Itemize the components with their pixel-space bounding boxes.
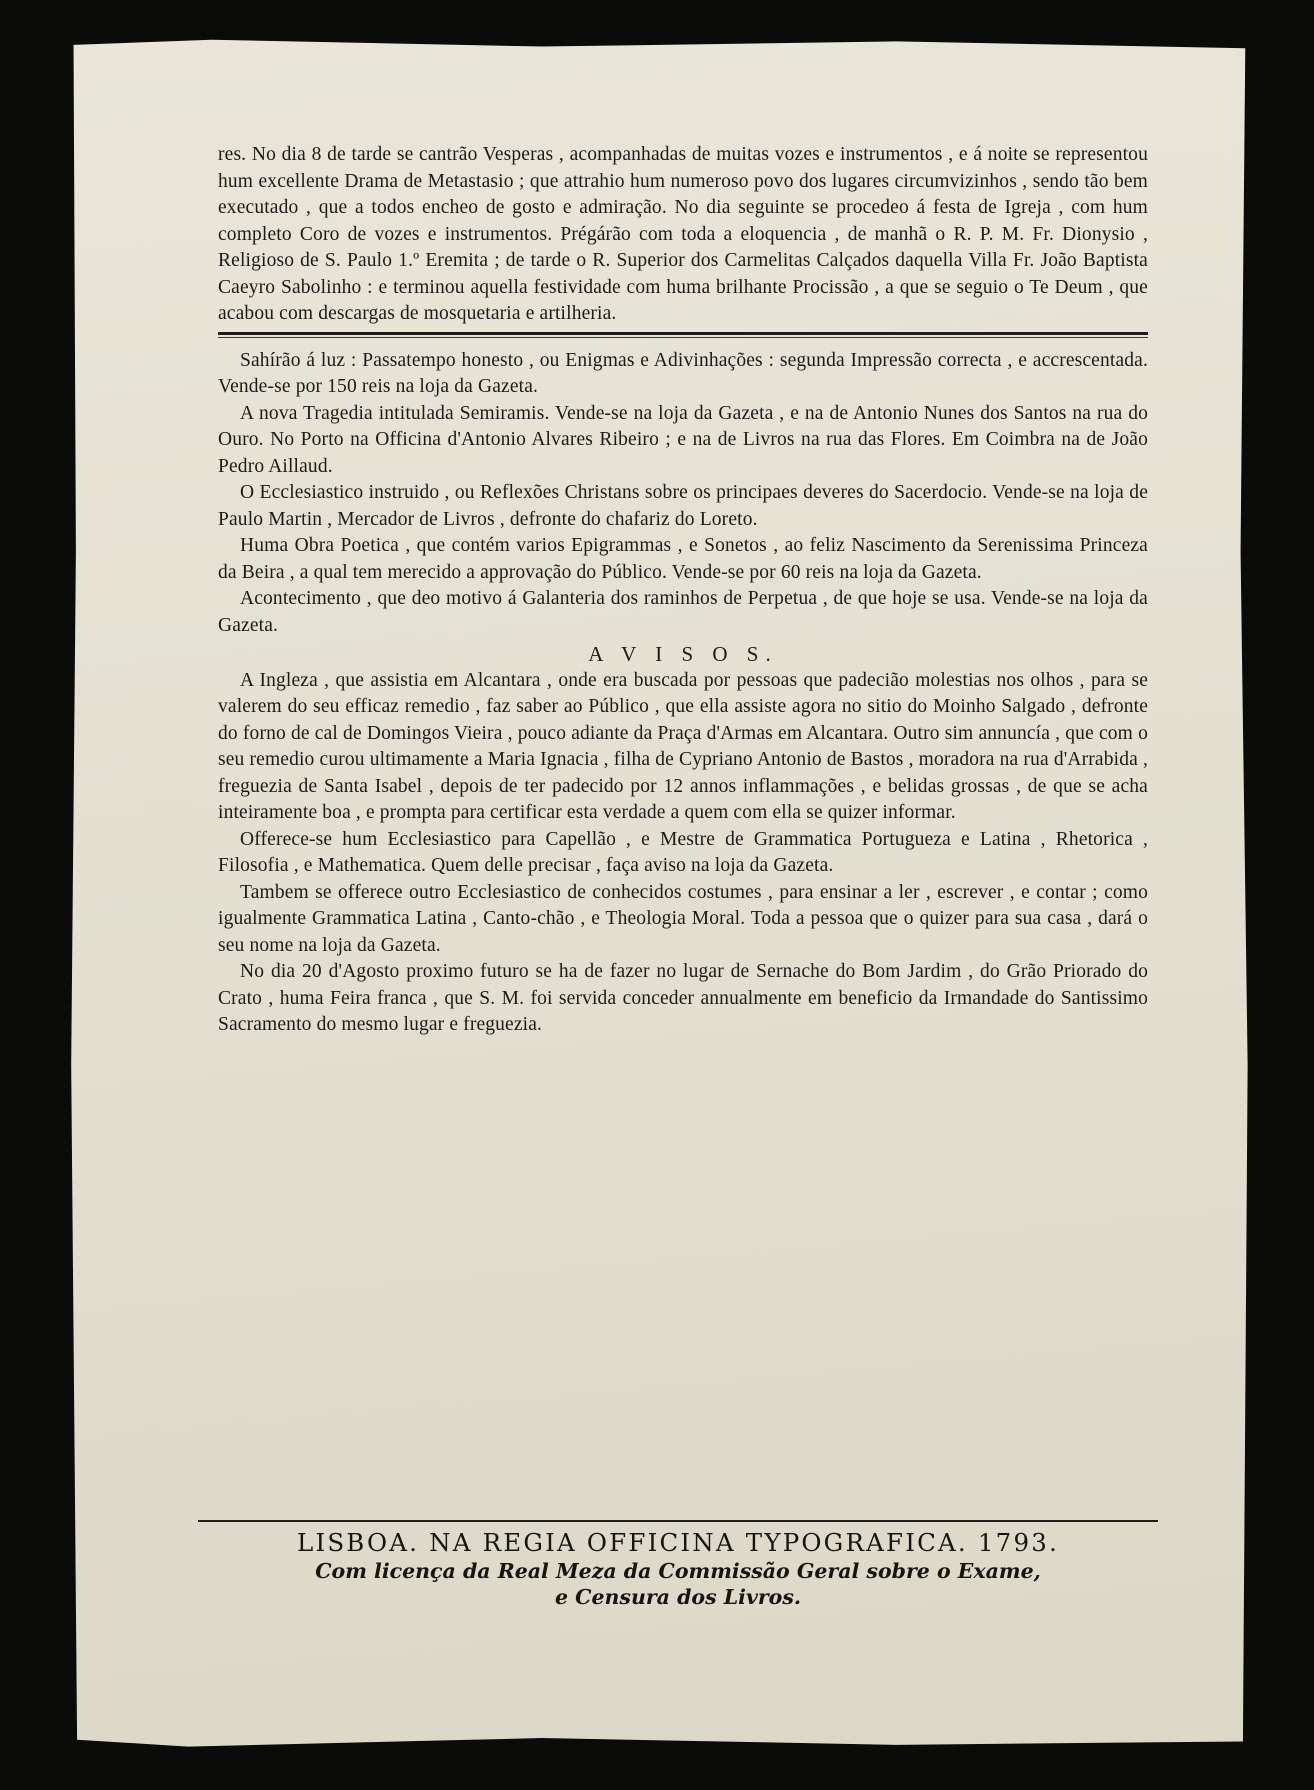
imprint-rule xyxy=(198,1520,1158,1522)
notice-item: A nova Tragedia intitulada Semiramis. Vende-se na loja da Gazeta , e na de Antonio Nunes dos Santos na rua do Ouro. No Porto na Officina d'Antonio Alvares Ribeiro ; e na de Livros na rua das Flores. Em Coimbra na de João Pedro Aillaud. xyxy=(218,402,1148,477)
section-divider-thin xyxy=(218,337,1148,338)
aviso-item: No dia 20 d'Agosto proximo futuro se ha de fazer no lugar de Sernache do Bom Jardim , do Grão Priorado do Crato , huma Feira franca , que S. M. foi servida conceder annualmente em beneficio da Irmandade do Santissimo Sacramento do mesmo lugar e freguezia. xyxy=(218,961,1148,1035)
notice-item: Huma Obra Poetica , que contém varios Epigrammas , e Sonetos , ao feliz Nascimento da Serenissima Princeza da Beira , a qual tem merecido a approvação do Público. Vende-se por 60 reis na loja da Gazeta. xyxy=(218,535,1148,583)
imprint-block xyxy=(198,1520,1158,1610)
article-body xyxy=(218,142,1148,1039)
notice-item: Sahírão á luz : Passatempo honesto , ou Enigmas e Adivinhações : segunda Impressão correcta , e accrescentada. Vende-se por 150 reis na loja da Gazeta. xyxy=(218,349,1148,397)
notice-item: Acontecimento , que deo motivo á Galanteria dos raminhos de Perpetua , de que hoje se usa. Vende-se na loja da Gazeta. xyxy=(218,588,1148,636)
avisos-list xyxy=(218,668,1148,1039)
imprint-line-3: e Censura dos Livros. xyxy=(554,1585,802,1609)
notice-item: O Ecclesiastico instruido , ou Reflexões Christans sobre os principaes deveres do Sacerdocio. Vende-se na loja de Paulo Martin , Mercador de Livros , defronte do chafariz do Loreto. xyxy=(218,482,1148,530)
section-divider xyxy=(218,332,1148,335)
imprint-line-1: LISBOA. NA REGIA OFFICINA TYPOGRAFICA. 1793. xyxy=(296,1528,1060,1557)
notices-list xyxy=(218,348,1148,640)
imprint-line-2: Com licença da Real Meza da Commissão Geral sobre o Exame, xyxy=(315,1559,1041,1583)
aviso-item: A Ingleza , que assistia em Alcantara , onde era buscada por pessoas que padecião molestias nos olhos , para se valerem do seu efficaz remedio , faz saber ao Público , que ella assiste agora no sitio do Moinho Salgado , defronte do forno de cal de Domingos Vieira , pouco adiante da Praça d'Armas em Alcantara. Outro sim annuncía , que com o seu remedio curou ultimamente a Maria Ignacia , filha de Cypriano Antonio de Bastos , moradora na rua d'Arrabida , freguezia de Santa Isabel , depois de ter padecido por 12 annos inflammações , e belidas grossas , de que se acha inteiramente boa , e prompta para certificar esta verdade a quem com ella se quizer informar. xyxy=(218,669,1148,823)
aviso-item: Offerece-se hum Ecclesiastico para Capellão , e Mestre de Grammatica Portugueza e Latina , Rhetorica , Filosofia , e Mathematica. Quem delle precisar , faça aviso na loja da Gazeta. xyxy=(218,828,1148,876)
avisos-heading: A V I S O S. xyxy=(588,642,778,666)
top-paragraph: res. No dia 8 de tarde se cantrão Vesperas , acompanhadas de muitas vozes e instrumentos , e á noite se representou hum excellente Drama de Metastasio ; que attrahio hum numeroso povo dos lugares circumvizinhos , sendo tão bem executado , que a todos encheo de gosto e admiração. No dia seguinte se procedeo á festa de Igreja , com hum completo Coro de vozes e instrumentos. Prégárão com toda a eloquencia , de manhã o R. P. M. Fr. Dionysio , Religioso de S. Paulo 1.º Eremita ; de tarde o R. Superior dos Carmelitas Calçados daquella Villa Fr. João Baptista Caeyro Sabolinho : e terminou aquella festividade com huma brilhante Procissão , a que se seguio o Te Deum , que acabou com descargas de mosquetaria e artilheria. xyxy=(218,144,1148,324)
aviso-item: Tambem se offerece outro Ecclesiastico de conhecidos costumes , para ensinar a ler , escrever , e contar ; como igualmente Grammatica Latina , Canto-chão , e Theologia Moral. Toda a pessoa que o quizer para sua casa , dará o seu nome na loja da Gazeta. xyxy=(218,881,1148,956)
